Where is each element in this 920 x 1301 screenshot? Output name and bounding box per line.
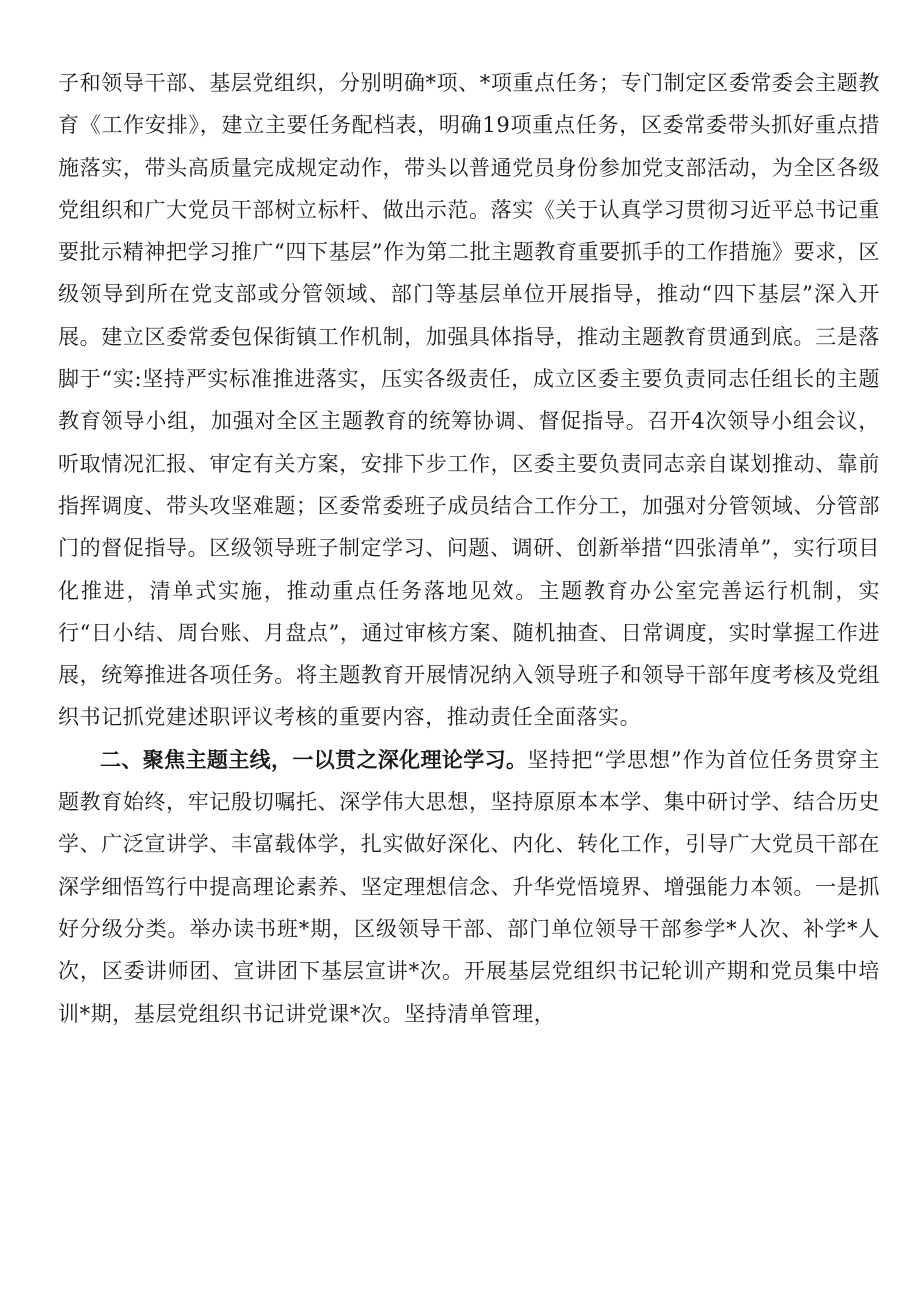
paragraph-text: 坚持把“学思想”作为首位任务贯穿主题教育始终，牢记殷切嘱托、深学伟大思想，坚持原原本本学、集中研讨学、结合历史学、广泛宣讲学、丰富载体学，扎实做好深化、内化、转化工作，引导广大党员干部在深学细悟笃行中提高理论素养、坚定理想信念、升华党悟境界、增强能力本领。一是抓好分级分类。举办读书班*期，区级领导干部、部门单位领导干部参学*人次、补学*人次，区委讲师团、宣讲团下基层宣讲*次。开展基层党组织书记轮训产期和党员集中培训*期，基层党组织书记讲党课*次。坚持清单管理， xyxy=(58,747,881,1026)
paragraph-continuation xyxy=(58,62,880,739)
paragraph-text: 子和领导干部、基层党组织，分别明确*项、*项重点任务；专门制定区委常委会主题教育《工作安排》，建立主要任务配档表，明确19项重点任务，区委常委带头抓好重点措施落实，带头高质量完成规定动作，带头以普通党员身份参加党支部活动，为全区各级党组织和广大党员干部树立标杆、做出示范。落实《关于认真学习贯彻习近平总书记重要批示精神把学习推广“四下基层”作为第二批主题教育重要抓手的工作措施》要求，区级领导到所在党支部或分管领域、部门等基层单位开展指导，推动“四下基层”深入开展。建立区委常委包保街镇工作机制，加强具体指导，推动主题教育贯通到底。三是落脚于“实:坚持严实标准推进落实，压实各级责任，成立区委主要负责同志任组长的主题教育领导小组，加强对全区主题教育的统筹协调、督促指导。召开4次领导小组会议，听取情况汇报、审定有关方案，安排下步工作，区委主要负责同志亲自谋划推动、靠前指挥调度、带头攻坚难题；区委常委班子成员结合工作分工，加强对分管领域、分管部门的督促指导。区级领导班子制定学习、问题、调研、创新举措“四张清单”，实行项目化推进，清单式实施，推动重点任务落地见效。主题教育办公室完善运行机制，实行“日小结、周台账、月盘点”，通过审核方案、随机抽查、日常调度，实时掌握工作进展，统筹推进各项任务。将主题教育开展情况纳入领导班子和领导干部年度考核及党组织书记抓党建述职评议考核的重要内容，推动责任全面落实。 xyxy=(58,71,880,730)
document-body xyxy=(58,62,880,1035)
paragraph-section-two xyxy=(58,739,880,1035)
section-heading-lead: 二、聚焦主题主线，一以贯之深化理论学习。 xyxy=(100,747,528,772)
